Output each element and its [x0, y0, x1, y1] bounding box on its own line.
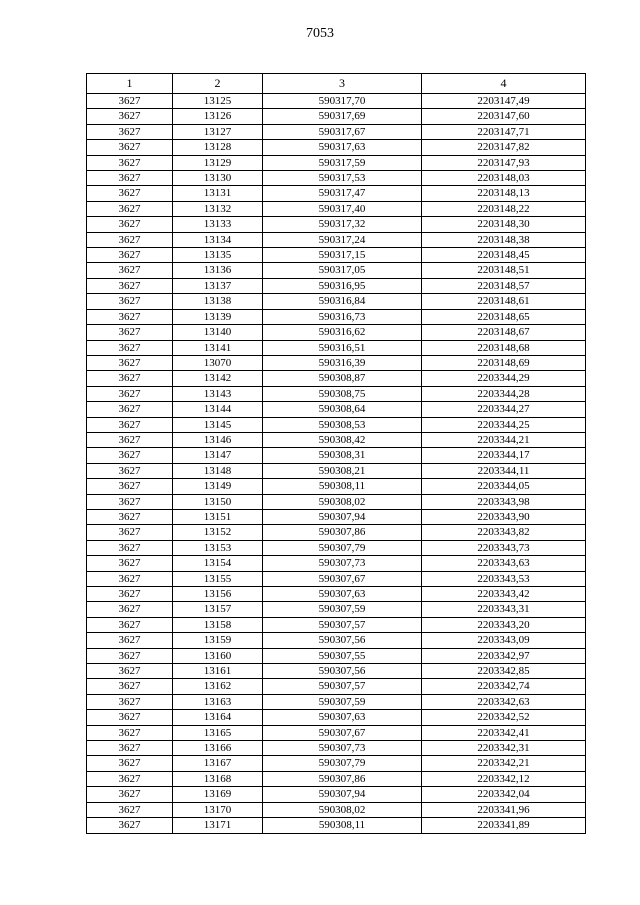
- cell-zone: 3627: [87, 186, 173, 201]
- cell-zone: 3627: [87, 771, 173, 786]
- cell-zone: 3627: [87, 602, 173, 617]
- cell-point-number: 13154: [173, 556, 263, 571]
- cell-point-number: 13155: [173, 571, 263, 586]
- cell-y-coordinate: 2203148,67: [422, 325, 586, 340]
- table-row: [87, 725, 586, 740]
- cell-zone: 3627: [87, 402, 173, 417]
- cell-y-coordinate: 2203148,69: [422, 355, 586, 370]
- table-row: [87, 571, 586, 586]
- column-header-2: 2: [173, 74, 263, 94]
- cell-x-coordinate: 590307,59: [263, 602, 422, 617]
- cell-point-number: 13126: [173, 109, 263, 124]
- cell-point-number: 13166: [173, 741, 263, 756]
- cell-zone: 3627: [87, 571, 173, 586]
- cell-y-coordinate: 2203148,38: [422, 232, 586, 247]
- cell-x-coordinate: 590308,11: [263, 479, 422, 494]
- cell-x-coordinate: 590317,47: [263, 186, 422, 201]
- cell-point-number: 13165: [173, 725, 263, 740]
- table-header-row: [87, 74, 586, 94]
- cell-zone: 3627: [87, 371, 173, 386]
- cell-x-coordinate: 590316,62: [263, 325, 422, 340]
- cell-zone: 3627: [87, 463, 173, 478]
- cell-zone: 3627: [87, 248, 173, 263]
- table-row: [87, 248, 586, 263]
- cell-x-coordinate: 590307,56: [263, 664, 422, 679]
- cell-zone: 3627: [87, 432, 173, 447]
- cell-zone: 3627: [87, 509, 173, 524]
- cell-point-number: 13144: [173, 402, 263, 417]
- cell-x-coordinate: 590317,05: [263, 263, 422, 278]
- cell-x-coordinate: 590316,84: [263, 294, 422, 309]
- cell-y-coordinate: 2203343,98: [422, 494, 586, 509]
- cell-y-coordinate: 2203342,31: [422, 741, 586, 756]
- cell-zone: 3627: [87, 802, 173, 817]
- cell-point-number: 13138: [173, 294, 263, 309]
- table-row: [87, 802, 586, 817]
- cell-point-number: 13137: [173, 278, 263, 293]
- cell-x-coordinate: 590316,51: [263, 340, 422, 355]
- cell-zone: 3627: [87, 232, 173, 247]
- cell-y-coordinate: 2203344,27: [422, 402, 586, 417]
- cell-zone: 3627: [87, 679, 173, 694]
- cell-x-coordinate: 590307,73: [263, 741, 422, 756]
- table-row: [87, 787, 586, 802]
- cell-point-number: 13143: [173, 386, 263, 401]
- cell-point-number: 13164: [173, 710, 263, 725]
- cell-point-number: 13156: [173, 587, 263, 602]
- table-row: [87, 278, 586, 293]
- cell-x-coordinate: 590307,67: [263, 571, 422, 586]
- cell-point-number: 13142: [173, 371, 263, 386]
- page-number: 7053: [306, 26, 334, 41]
- cell-y-coordinate: 2203148,65: [422, 309, 586, 324]
- table-row: [87, 648, 586, 663]
- cell-point-number: 13153: [173, 540, 263, 555]
- cell-x-coordinate: 590317,32: [263, 217, 422, 232]
- cell-zone: 3627: [87, 587, 173, 602]
- table-row: [87, 494, 586, 509]
- cell-y-coordinate: 2203342,85: [422, 664, 586, 679]
- cell-x-coordinate: 590308,21: [263, 463, 422, 478]
- cell-x-coordinate: 590307,79: [263, 540, 422, 555]
- cell-x-coordinate: 590307,79: [263, 756, 422, 771]
- cell-x-coordinate: 590317,67: [263, 124, 422, 139]
- cell-point-number: 13171: [173, 818, 263, 833]
- cell-y-coordinate: 2203147,49: [422, 94, 586, 109]
- table-row: [87, 432, 586, 447]
- cell-x-coordinate: 590317,15: [263, 248, 422, 263]
- table-row: [87, 694, 586, 709]
- cell-y-coordinate: 2203148,51: [422, 263, 586, 278]
- cell-x-coordinate: 590317,59: [263, 155, 422, 170]
- cell-point-number: 13146: [173, 432, 263, 447]
- cell-y-coordinate: 2203147,93: [422, 155, 586, 170]
- cell-zone: 3627: [87, 479, 173, 494]
- table-row: [87, 94, 586, 109]
- table-row: [87, 124, 586, 139]
- cell-zone: 3627: [87, 155, 173, 170]
- coordinates-table: [86, 73, 586, 834]
- cell-point-number: 13148: [173, 463, 263, 478]
- cell-y-coordinate: 2203342,74: [422, 679, 586, 694]
- cell-x-coordinate: 590307,73: [263, 556, 422, 571]
- cell-point-number: 13149: [173, 479, 263, 494]
- table-row: [87, 448, 586, 463]
- cell-zone: 3627: [87, 664, 173, 679]
- table-row: [87, 525, 586, 540]
- cell-y-coordinate: 2203342,41: [422, 725, 586, 740]
- table-row: [87, 463, 586, 478]
- cell-y-coordinate: 2203147,71: [422, 124, 586, 139]
- cell-zone: 3627: [87, 294, 173, 309]
- table-row: [87, 294, 586, 309]
- table-row: [87, 417, 586, 432]
- table-body: [87, 94, 586, 834]
- cell-x-coordinate: 590307,94: [263, 787, 422, 802]
- cell-zone: 3627: [87, 124, 173, 139]
- cell-zone: 3627: [87, 525, 173, 540]
- cell-x-coordinate: 590307,86: [263, 525, 422, 540]
- cell-x-coordinate: 590307,56: [263, 633, 422, 648]
- cell-zone: 3627: [87, 417, 173, 432]
- table-row: [87, 155, 586, 170]
- cell-y-coordinate: 2203343,63: [422, 556, 586, 571]
- cell-y-coordinate: 2203342,21: [422, 756, 586, 771]
- cell-zone: 3627: [87, 355, 173, 370]
- cell-zone: 3627: [87, 140, 173, 155]
- cell-point-number: 13070: [173, 355, 263, 370]
- cell-x-coordinate: 590317,53: [263, 171, 422, 186]
- cell-point-number: 13133: [173, 217, 263, 232]
- column-header-3: 3: [263, 74, 422, 94]
- cell-x-coordinate: 590308,02: [263, 494, 422, 509]
- cell-x-coordinate: 590308,02: [263, 802, 422, 817]
- cell-zone: 3627: [87, 94, 173, 109]
- cell-y-coordinate: 2203343,09: [422, 633, 586, 648]
- cell-y-coordinate: 2203343,42: [422, 587, 586, 602]
- table-row: [87, 540, 586, 555]
- cell-zone: 3627: [87, 386, 173, 401]
- table-row: [87, 217, 586, 232]
- cell-y-coordinate: 2203148,45: [422, 248, 586, 263]
- table-row: [87, 587, 586, 602]
- cell-zone: 3627: [87, 787, 173, 802]
- cell-point-number: 13147: [173, 448, 263, 463]
- cell-point-number: 13140: [173, 325, 263, 340]
- cell-x-coordinate: 590307,57: [263, 679, 422, 694]
- cell-zone: 3627: [87, 263, 173, 278]
- table-row: [87, 602, 586, 617]
- cell-point-number: 13128: [173, 140, 263, 155]
- cell-zone: 3627: [87, 741, 173, 756]
- cell-point-number: 13158: [173, 617, 263, 632]
- cell-point-number: 13160: [173, 648, 263, 663]
- cell-point-number: 13157: [173, 602, 263, 617]
- cell-point-number: 13151: [173, 509, 263, 524]
- column-header-4: 4: [422, 74, 586, 94]
- cell-zone: 3627: [87, 340, 173, 355]
- table-row: [87, 201, 586, 216]
- cell-y-coordinate: 2203341,96: [422, 802, 586, 817]
- table-row: [87, 479, 586, 494]
- cell-y-coordinate: 2203148,03: [422, 171, 586, 186]
- table-row: [87, 140, 586, 155]
- cell-x-coordinate: 590308,42: [263, 432, 422, 447]
- cell-zone: 3627: [87, 540, 173, 555]
- cell-point-number: 13139: [173, 309, 263, 324]
- cell-y-coordinate: 2203148,13: [422, 186, 586, 201]
- cell-point-number: 13162: [173, 679, 263, 694]
- cell-point-number: 13130: [173, 171, 263, 186]
- table-row: [87, 386, 586, 401]
- cell-y-coordinate: 2203342,04: [422, 787, 586, 802]
- table-row: [87, 741, 586, 756]
- cell-point-number: 13161: [173, 664, 263, 679]
- cell-x-coordinate: 590317,69: [263, 109, 422, 124]
- table-row: [87, 617, 586, 632]
- cell-x-coordinate: 590307,55: [263, 648, 422, 663]
- cell-zone: 3627: [87, 448, 173, 463]
- cell-zone: 3627: [87, 278, 173, 293]
- cell-x-coordinate: 590307,63: [263, 587, 422, 602]
- cell-point-number: 13132: [173, 201, 263, 216]
- cell-y-coordinate: 2203148,30: [422, 217, 586, 232]
- cell-point-number: 13127: [173, 124, 263, 139]
- cell-point-number: 13125: [173, 94, 263, 109]
- cell-y-coordinate: 2203343,53: [422, 571, 586, 586]
- table-row: [87, 232, 586, 247]
- cell-y-coordinate: 2203344,29: [422, 371, 586, 386]
- cell-y-coordinate: 2203147,82: [422, 140, 586, 155]
- cell-x-coordinate: 590317,70: [263, 94, 422, 109]
- cell-y-coordinate: 2203342,52: [422, 710, 586, 725]
- cell-x-coordinate: 590317,24: [263, 232, 422, 247]
- table-row: [87, 186, 586, 201]
- cell-x-coordinate: 590308,87: [263, 371, 422, 386]
- cell-x-coordinate: 590316,39: [263, 355, 422, 370]
- table-row: [87, 771, 586, 786]
- cell-x-coordinate: 590308,11: [263, 818, 422, 833]
- cell-point-number: 13167: [173, 756, 263, 771]
- cell-y-coordinate: 2203342,63: [422, 694, 586, 709]
- cell-y-coordinate: 2203344,05: [422, 479, 586, 494]
- cell-x-coordinate: 590308,64: [263, 402, 422, 417]
- cell-x-coordinate: 590308,31: [263, 448, 422, 463]
- cell-x-coordinate: 590316,95: [263, 278, 422, 293]
- cell-zone: 3627: [87, 217, 173, 232]
- table-row: [87, 633, 586, 648]
- table-row: [87, 263, 586, 278]
- cell-zone: 3627: [87, 648, 173, 663]
- cell-zone: 3627: [87, 756, 173, 771]
- cell-point-number: 13170: [173, 802, 263, 817]
- cell-zone: 3627: [87, 494, 173, 509]
- cell-zone: 3627: [87, 710, 173, 725]
- cell-x-coordinate: 590316,73: [263, 309, 422, 324]
- cell-point-number: 13129: [173, 155, 263, 170]
- cell-point-number: 13135: [173, 248, 263, 263]
- cell-point-number: 13169: [173, 787, 263, 802]
- cell-point-number: 13159: [173, 633, 263, 648]
- cell-point-number: 13152: [173, 525, 263, 540]
- cell-x-coordinate: 590307,94: [263, 509, 422, 524]
- cell-zone: 3627: [87, 633, 173, 648]
- cell-y-coordinate: 2203344,11: [422, 463, 586, 478]
- cell-y-coordinate: 2203148,57: [422, 278, 586, 293]
- table-row: [87, 710, 586, 725]
- cell-y-coordinate: 2203342,97: [422, 648, 586, 663]
- cell-x-coordinate: 590308,53: [263, 417, 422, 432]
- cell-y-coordinate: 2203344,25: [422, 417, 586, 432]
- cell-y-coordinate: 2203148,68: [422, 340, 586, 355]
- cell-y-coordinate: 2203342,12: [422, 771, 586, 786]
- cell-point-number: 13136: [173, 263, 263, 278]
- cell-x-coordinate: 590307,59: [263, 694, 422, 709]
- cell-y-coordinate: 2203344,28: [422, 386, 586, 401]
- cell-y-coordinate: 2203343,82: [422, 525, 586, 540]
- table-row: [87, 325, 586, 340]
- table-row: [87, 355, 586, 370]
- cell-zone: 3627: [87, 556, 173, 571]
- table-row: [87, 402, 586, 417]
- cell-zone: 3627: [87, 325, 173, 340]
- cell-x-coordinate: 590317,63: [263, 140, 422, 155]
- table-row: [87, 664, 586, 679]
- table-row: [87, 340, 586, 355]
- cell-x-coordinate: 590317,40: [263, 201, 422, 216]
- cell-point-number: 13168: [173, 771, 263, 786]
- cell-y-coordinate: 2203343,90: [422, 509, 586, 524]
- table-row: [87, 756, 586, 771]
- cell-zone: 3627: [87, 818, 173, 833]
- cell-zone: 3627: [87, 309, 173, 324]
- cell-zone: 3627: [87, 617, 173, 632]
- cell-zone: 3627: [87, 725, 173, 740]
- cell-zone: 3627: [87, 694, 173, 709]
- table-row: [87, 509, 586, 524]
- cell-point-number: 13141: [173, 340, 263, 355]
- table-row: [87, 309, 586, 324]
- cell-x-coordinate: 590307,63: [263, 710, 422, 725]
- cell-point-number: 13163: [173, 694, 263, 709]
- table-row: [87, 171, 586, 186]
- table-row: [87, 818, 586, 833]
- cell-point-number: 13134: [173, 232, 263, 247]
- column-header-1: 1: [87, 74, 173, 94]
- cell-y-coordinate: 2203344,17: [422, 448, 586, 463]
- cell-x-coordinate: 590307,57: [263, 617, 422, 632]
- cell-x-coordinate: 590307,67: [263, 725, 422, 740]
- cell-y-coordinate: 2203344,21: [422, 432, 586, 447]
- cell-x-coordinate: 590307,86: [263, 771, 422, 786]
- table-row: [87, 371, 586, 386]
- cell-y-coordinate: 2203343,31: [422, 602, 586, 617]
- cell-y-coordinate: 2203343,20: [422, 617, 586, 632]
- cell-point-number: 13131: [173, 186, 263, 201]
- cell-point-number: 13145: [173, 417, 263, 432]
- cell-point-number: 13150: [173, 494, 263, 509]
- cell-y-coordinate: 2203148,61: [422, 294, 586, 309]
- cell-zone: 3627: [87, 109, 173, 124]
- cell-zone: 3627: [87, 201, 173, 216]
- cell-y-coordinate: 2203147,60: [422, 109, 586, 124]
- cell-y-coordinate: 2203148,22: [422, 201, 586, 216]
- cell-y-coordinate: 2203343,73: [422, 540, 586, 555]
- cell-zone: 3627: [87, 171, 173, 186]
- table-row: [87, 109, 586, 124]
- table-row: [87, 556, 586, 571]
- cell-x-coordinate: 590308,75: [263, 386, 422, 401]
- table-row: [87, 679, 586, 694]
- cell-y-coordinate: 2203341,89: [422, 818, 586, 833]
